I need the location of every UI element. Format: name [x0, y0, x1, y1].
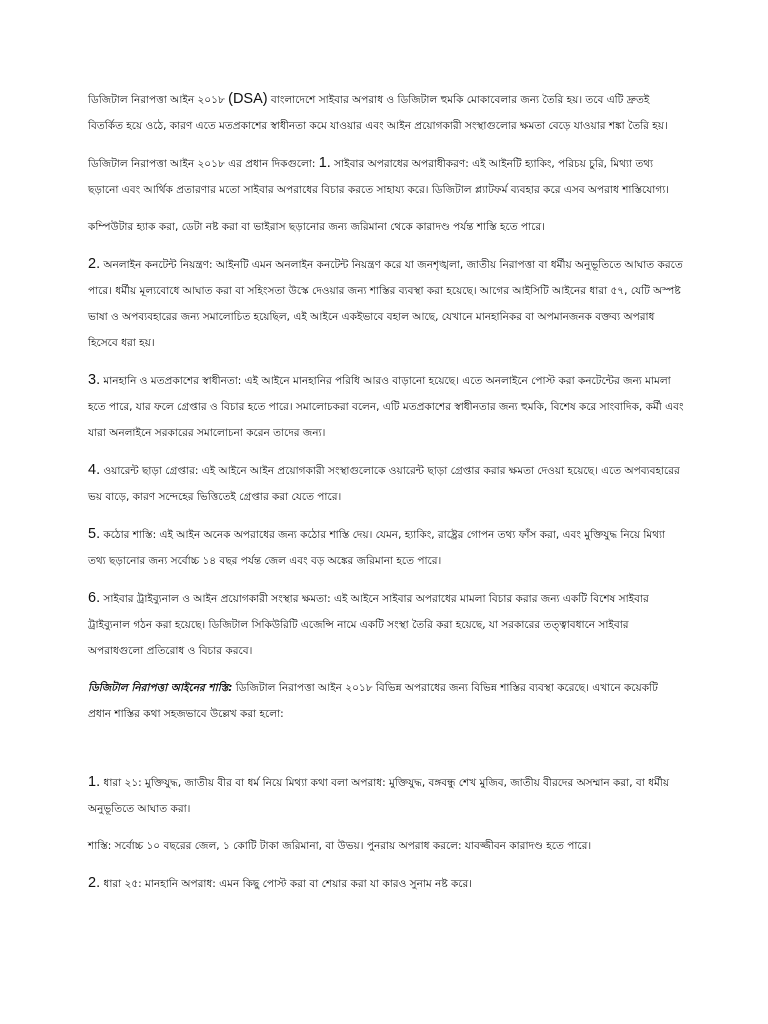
point-text: ধারা ২১: মুক্তিযুদ্ধ, জাতীয় বীর বা ধর্ম নিয়ে মিথ্যা কথা বলা অপরাধ: মুক্তিযুদ্ধ, বঙ্গবন্ধু শেখ মুজিব, জাতীয় বীরদের অসম্মান করা, বা ধর্মীয় অনুভূতিতে আঘাত করা। [88, 777, 670, 815]
point-text: অনলাইন কনটেন্ট নিয়ন্ত্রণ: আইনটি এমন অনলাইন কনটেন্ট নিয়ন্ত্রণ করে যা জনশৃঙ্খলা, জাতীয় নিরাপত্তা বা ধর্মীয় অনুভূতিতে আঘাত করতে পারে। ধর্মীয় মূল্যবোধে আঘাত করা বা সহিংসতা উস্কে দেওয়ার জন্য শাস্তির ব্যবস্থা করা হয়েছে। আগের আইসিটি আইনের ধারা ৫৭, যেটি অস্পষ্ট ভাষা ও অপব্যবহারের জন্য সমালোচিত হয়েছিল, এই আইনে একইভাবে বহাল আছে, যেখানে মানহানিকর বা অপমানজনক বক্তব্য অপরাধ হিসেবে ধরা হয়। [88, 259, 683, 349]
section-21-punishment-paragraph: শাস্তি: সর্বোচ্চ ১০ বছরের জেল, ১ কোটি টাকা জরিমানা, বা উভয়। পুনরায় অপরাধ করলে: যাবজ্জীবন কারাদণ্ড হতে পারে। [88, 840, 592, 852]
point-number: 5. [88, 526, 101, 542]
hacking-penalty-paragraph: কম্পিউটার হ্যাক করা, ডেটা নষ্ট করা বা ভাইরাস ছড়ানোর জন্য জরিমানা থেকে কারাদণ্ড পর্যন্ত শাস্তি হতে পারে। [88, 221, 545, 233]
intro-paragraph [88, 86, 684, 139]
section-25-paragraph [88, 870, 684, 897]
intro-text-start: ডিজিটাল নিরাপত্তা আইন ২০১৮ [88, 94, 229, 106]
point-text: সাইবার অপরাধের অপরাধীকরণ: এই আইনটি হ্যাকিং, পরিচয় চুরি, মিথ্যা তথ্য ছড়ানো এবং আর্থিক প্রতারণার মতো সাইবার অপরাধের বিচার করতে সাহায্য করে। ডিজিটাল প্ল্যাটফর্ম ব্যবহার করে এসব অপরাধ শাস্তিযোগ্য। [88, 158, 670, 196]
punishments-heading: ডিজিটাল নিরাপত্তা আইনের শাস্তি: [88, 682, 233, 694]
point-text: সাইবার ট্রাইব্যুনাল ও আইন প্রয়োগকারী সংস্থার ক্ষমতা: এই আইনে সাইবার অপরাধের মামলা বিচার করার জন্য একটি বিশেষ সাইবার ট্রাইব্যুনাল গঠন করা হয়েছে। ডিজিটাল সিকিউরিটি এজেন্সি নামে একটি সংস্থা তৈরি করা হয়েছে, যা সরকারের তত্ত্বাবধানে সাইবার অপরাধগুলো প্রতিরোধ ও বিচার করবে। [88, 593, 649, 657]
document-page [88, 86, 684, 908]
cyber-tribunal-paragraph [88, 585, 684, 664]
warrantless-arrest-paragraph [88, 457, 684, 510]
point-number: 6. [88, 590, 101, 606]
main-aspects-paragraph [88, 150, 684, 203]
dsa-abbreviation: (DSA) [228, 91, 268, 107]
punishments-intro-text: ডিজিটাল নিরাপত্তা আইন ২০১৮ বিভিন্ন অপরাধের জন্য বিভিন্ন শাস্তির ব্যবস্থা করেছে। এখানে কয়েকটি প্রধান শাস্তির কথা সহজভাবে উল্লেখ করা হলো: [88, 682, 658, 720]
point-number: 2. [88, 875, 101, 891]
point-text: মানহানি ও মতপ্রকাশের স্বাধীনতা: এই আইনে মানহানির পরিধি আরও বাড়ানো হয়েছে। এতে অনলাইনে পোস্ট করা কনটেন্টের জন্য মামলা হতে পারে, যার ফলে গ্রেপ্তার ও বিচার হতে পারে। সমালোচকরা বলেন, এটি মতপ্রকাশের স্বাধীনতার জন্য হুমকি, বিশেষ করে সাংবাদিক, কর্মী এবং যারা অনলাইনে সরকারের সমালোচনা করেন তাদের জন্য। [88, 375, 684, 439]
strict-punishment-paragraph [88, 521, 684, 574]
point-number: 4. [88, 462, 101, 478]
punishments-intro-paragraph [88, 675, 684, 727]
point-number: 2. [88, 256, 101, 272]
main-aspects-lead: ডিজিটাল নিরাপত্তা আইন ২০১৮ এর প্রধান দিকগুলো: [88, 158, 319, 170]
point-text: কঠোর শাস্তি: এই আইন অনেক অপরাধের জন্য কঠোর শাস্তি দেয়। যেমন, হ্যাকিং, রাষ্ট্রের গোপন তথ্য ফাঁস করা, এবং মুক্তিযুদ্ধ নিয়ে মিথ্যা তথ্য ছড়ানোর জন্য সর্বোচ্চ ১৪ বছর পর্যন্ত জেল এবং বড় অঙ্কের জরিমানা হতে পারে। [88, 529, 666, 567]
defamation-paragraph [88, 367, 684, 446]
point-number: 1. [318, 155, 331, 171]
point-number: 3. [88, 372, 101, 388]
point-number: 1. [88, 774, 101, 790]
point-text: ওয়ারেন্ট ছাড়া গ্রেপ্তার: এই আইনে আইন প্রয়োগকারী সংস্থাগুলোকে ওয়ারেন্ট ছাড়া গ্রেপ্তার করার ক্ষমতা দেওয়া হয়েছে। এতে অপব্যবহারের ভয় বাড়ে, কারণ সন্দেহের ভিত্তিতেই গ্রেপ্তার করা যেতে পারে। [88, 465, 680, 503]
point-text: ধারা ২৫: মানহানি অপরাধ: এমন কিছু পোস্ট করা বা শেয়ার করা যা কারও সুনাম নষ্ট করে। [100, 878, 473, 890]
intro-text-end: বাংলাদেশে সাইবার অপরাধ ও ডিজিটাল হুমকি মোকাবেলার জন্য তৈরি হয়। তবে এটি দ্রুতই বিতর্কিত হয়ে ওঠে, কারণ এতে মতপ্রকাশের স্বাধীনতা কমে যাওয়ার এবং আইন প্রয়োগকারী সংস্থাগুলোর ক্ষমতা বেড়ে যাওয়ার শঙ্কা তৈরি হয়। [88, 94, 668, 132]
section-21-paragraph [88, 769, 684, 822]
online-content-paragraph [88, 251, 684, 356]
